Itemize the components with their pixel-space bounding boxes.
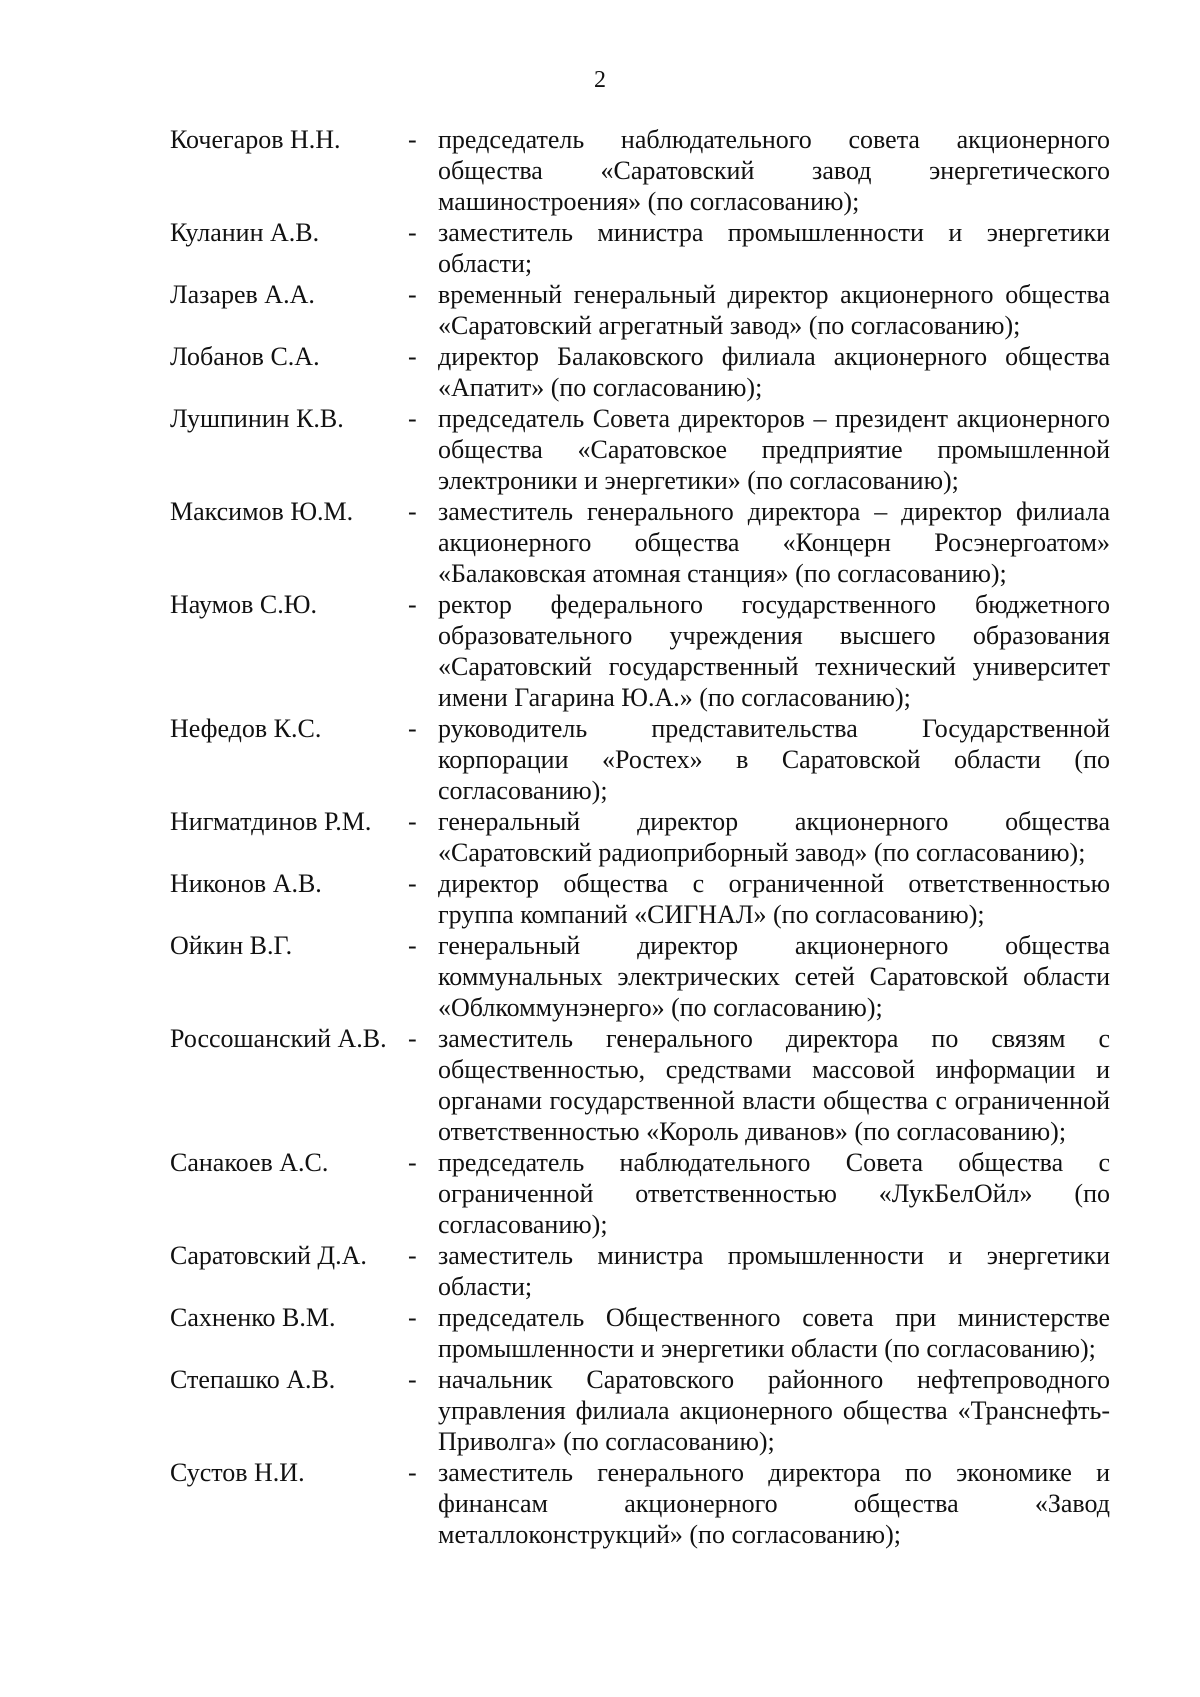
member-name: Наумов С.Ю. (170, 590, 317, 619)
member-name: Лушпинин К.В. (170, 404, 344, 433)
list-item (170, 124, 1110, 217)
list-item (170, 1457, 1110, 1550)
member-role: генеральный директор акционерного общества «Саратовский радиоприборный завод» (по согласованию); (438, 807, 1110, 867)
list-item (170, 589, 1110, 713)
list-item (170, 341, 1110, 403)
member-role: руководитель представительства Государственной корпорации «Ростех» в Саратовской области (по согласованию); (438, 714, 1110, 805)
list-item (170, 496, 1110, 589)
members-list (170, 124, 1110, 1550)
list-item (170, 1302, 1110, 1364)
member-name: Лазарев А.А. (170, 280, 315, 309)
member-role: генеральный директор акционерного общества коммунальных электрических сетей Саратовской области «Облкоммунэнерго» (по согласованию); (438, 931, 1110, 1022)
dash-separator: - (408, 931, 417, 960)
member-role: директор общества с ограниченной ответственностью группа компаний «СИГНАЛ» (по согласованию); (438, 869, 1110, 929)
dash-separator: - (408, 404, 417, 433)
member-role: председатель наблюдательного Совета общества с ограниченной ответственностью «ЛукБелОйл» (по согласованию); (438, 1148, 1110, 1239)
member-name: Лобанов С.А. (170, 342, 320, 371)
dash-separator: - (408, 125, 417, 154)
page-number: 2 (594, 67, 606, 93)
member-name: Никонов А.В. (170, 869, 322, 898)
dash-separator: - (408, 1458, 417, 1487)
member-name: Куланин А.В. (170, 218, 320, 247)
member-role: председатель Общественного совета при министерстве промышленности и энергетики области (по согласованию); (438, 1303, 1110, 1363)
dash-separator: - (408, 1365, 417, 1394)
list-item (170, 279, 1110, 341)
dash-separator: - (408, 1241, 417, 1270)
list-item (170, 1364, 1110, 1457)
member-name: Санакоев А.С. (170, 1148, 329, 1177)
dash-separator: - (408, 1303, 417, 1332)
member-role: заместитель министра промышленности и энергетики области; (438, 1241, 1110, 1301)
member-role: председатель Совета директоров – президент акционерного общества «Саратовское предприятие промышленной электроники и энергетики» (по согласованию); (438, 404, 1110, 495)
member-role: председатель наблюдательного совета акционерного общества «Саратовский завод энергетического машиностроения» (по согласованию); (438, 125, 1110, 216)
member-name: Саратовский Д.А. (170, 1241, 367, 1270)
member-role: заместитель генерального директора по экономике и финансам акционерного общества «Завод металлоконструкций» (по согласованию); (438, 1458, 1110, 1549)
dash-separator: - (408, 280, 417, 309)
member-role: ректор федерального государственного бюджетного образовательного учреждения высшего образования «Саратовский государственный технический университет имени Гагарина Ю.А.» (по согласованию); (438, 590, 1110, 712)
list-item (170, 217, 1110, 279)
member-name: Ойкин В.Г. (170, 931, 293, 960)
list-item (170, 1023, 1110, 1147)
dash-separator: - (408, 497, 417, 526)
member-role: заместитель генерального директора по связям с общественностью, средствами массовой информации и органами государственной власти общества с ограниченной ответственностью «Король диванов» (по согласованию); (438, 1024, 1110, 1146)
member-role: начальник Саратовского районного нефтепроводного управления филиала акционерного общества «Транснефть-Приволга» (по согласованию); (438, 1365, 1110, 1456)
member-role: временный генеральный директор акционерного общества «Саратовский агрегатный завод» (по согласованию); (438, 280, 1110, 340)
member-name: Сахненко В.М. (170, 1303, 336, 1332)
dash-separator: - (408, 342, 417, 371)
member-role: заместитель генерального директора – директор филиала акционерного общества «Концерн Росэнергоатом» «Балаковская атомная станция» (по согласованию); (438, 497, 1110, 588)
list-item (170, 806, 1110, 868)
dash-separator: - (408, 869, 417, 898)
dash-separator: - (408, 807, 417, 836)
list-item (170, 1147, 1110, 1240)
member-name: Кочегаров Н.Н. (170, 125, 341, 154)
list-item (170, 1240, 1110, 1302)
dash-separator: - (408, 714, 417, 743)
dash-separator: - (408, 1024, 417, 1053)
member-name: Сустов Н.И. (170, 1458, 305, 1487)
member-name: Нигматдинов Р.М. (170, 807, 372, 836)
member-role: директор Балаковского филиала акционерного общества «Апатит» (по согласованию); (438, 342, 1110, 402)
list-item (170, 868, 1110, 930)
dash-separator: - (408, 1148, 417, 1177)
list-item (170, 713, 1110, 806)
member-name: Степашко А.В. (170, 1365, 336, 1394)
list-item (170, 403, 1110, 496)
member-role: заместитель министра промышленности и энергетики области; (438, 218, 1110, 278)
list-item (170, 930, 1110, 1023)
member-name: Нефедов К.С. (170, 714, 322, 743)
dash-separator: - (408, 590, 417, 619)
member-name: Максимов Ю.М. (170, 497, 354, 526)
member-name: Россошанский А.В. (170, 1024, 387, 1053)
dash-separator: - (408, 218, 417, 247)
